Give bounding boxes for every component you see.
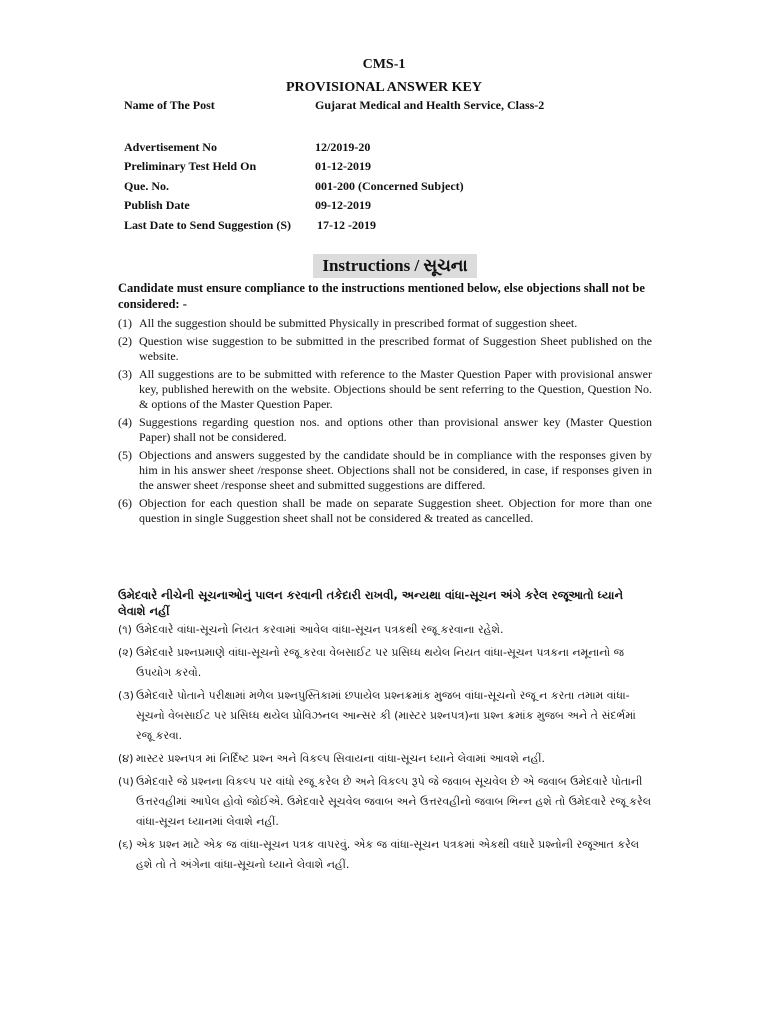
item-text: All suggestions are to be submitted with reference to the Master Question Paper with provisional answer key, published herewith on the website. Objections should be sent referring to the Question, Question No. & options of the Master Question Paper. bbox=[139, 367, 652, 411]
test-date-value: 01-12-2019 bbox=[315, 159, 371, 173]
post-value: Gujarat Medical and Health Service, Class-2 bbox=[315, 98, 545, 112]
list-item bbox=[118, 415, 652, 445]
publish-date-value: 09-12-2019 bbox=[315, 198, 371, 212]
list-item bbox=[118, 772, 654, 832]
question-no-row bbox=[124, 179, 684, 199]
test-date-label: Preliminary Test Held On bbox=[124, 159, 257, 173]
item-number: (૪) bbox=[118, 752, 134, 765]
publish-date-row bbox=[124, 198, 684, 218]
list-item bbox=[118, 686, 654, 746]
item-number: (3) bbox=[118, 367, 132, 381]
item-text: ઉમેદવારે પ્રશ્નપ્રમાણે વાંધા-સૂચનો રજૂ કરવા વેબસાઈટ પર પ્રસિધ્ધ થયેલ નિયત વાંધા-સૂચન પત્રકના નમૂનાનો જ ઉપયોગ કરવો. bbox=[136, 646, 625, 679]
document-code: CMS-1 bbox=[362, 57, 406, 72]
item-text: માસ્ટર પ્રશ્નપત્ર માં નિર્દિષ્ટ પ્રશ્ન અને વિકલ્પ સિવાયના વાંધા-સૂચન ધ્યાને લેવામાં આવશે નહીં. bbox=[136, 752, 546, 765]
post-label: Name of The Post bbox=[124, 98, 215, 112]
item-text: Question wise suggestion to be submitted in the prescribed format of Suggestion Sheet published on the website. bbox=[139, 334, 652, 363]
last-date-value: 17-12 -2019 bbox=[317, 217, 376, 232]
advertisement-row bbox=[124, 140, 684, 160]
item-number: (૨) bbox=[118, 646, 134, 659]
item-text: All the suggestion should be submitted Physically in prescribed format of suggestion sheet. bbox=[139, 316, 578, 330]
post-row bbox=[124, 98, 684, 118]
list-item bbox=[118, 496, 652, 526]
item-number: (1) bbox=[118, 316, 132, 330]
instructions-heading: Instructions / સૂચના bbox=[313, 254, 477, 278]
item-number: (૫) bbox=[118, 775, 134, 788]
advertisement-value: 12/2019-20 bbox=[315, 139, 371, 154]
list-item bbox=[118, 643, 654, 683]
advertisement-label: Advertisement No bbox=[124, 139, 217, 154]
list-item bbox=[118, 367, 652, 412]
item-number: (૩) bbox=[118, 689, 134, 702]
item-number: (૧) bbox=[118, 623, 132, 636]
item-number: (4) bbox=[118, 415, 132, 429]
question-no-label: Que. No. bbox=[124, 178, 169, 193]
list-item bbox=[118, 749, 654, 769]
list-item bbox=[118, 316, 652, 331]
item-text: ઉમેદવારે જે પ્રશ્નના વિકલ્પ પર વાંધો રજૂ કરેલ છે અને વિકલ્પ રૂપે જે જવાબ સૂચવેલ છે એ જવાબ ઉમેદવારે પોતાની ઉત્તરવહીમાં આપેલ હોવો જોઈએ. ઉમેદવારે સૂચવેલ જવાબ અને ઉત્તરવહીનો જવાબ ભિન્ન હશે તો ઉમેદવારે રજૂ કરેલ વાંધા-સૂચન ધ્યાનમાં લેવાશે નહીં. bbox=[136, 775, 652, 828]
question-no-value: 001-200 (Concerned Subject) bbox=[315, 178, 464, 193]
item-number: (5) bbox=[118, 448, 132, 462]
item-text: ઉમેદવારે વાંધા-સૂચનો નિયત કરવામાં આવેલ વાંધા-સૂચન પત્રકથી રજૂ કરવાના રહેશે. bbox=[136, 623, 504, 636]
list-item bbox=[118, 334, 652, 364]
item-number: (2) bbox=[118, 334, 132, 348]
last-date-row bbox=[124, 218, 684, 238]
post-details bbox=[124, 98, 684, 237]
item-text: ઉમેદવારે પોતાને પરીક્ષામાં મળેલ પ્રશ્નપુસ્તિકામાં છપાયેલ પ્રશ્નક્રમાંક મુજબ વાંધા-સૂચનો રજૂ ન કરતા તમામ વાંધા-સૂચનો વેબસાઈટ પર પ્રસિધ્ધ થયેલ પ્રોવિઝનલ આન્સર કી (માસ્ટર પ્રશ્નપત્ર)ના પ્રશ્ન ક્રમાંક મુજબ અને તે સંદર્ભમાં રજૂ કરવા. bbox=[136, 689, 636, 742]
document-title: PROVISIONAL ANSWER KEY bbox=[285, 80, 483, 95]
item-text: Suggestions regarding question nos. and options other than provisional answer key (Master Question Paper) shall not be considered. bbox=[139, 415, 652, 444]
gujarati-instructions-list bbox=[118, 620, 654, 878]
publish-date-label: Publish Date bbox=[124, 198, 190, 212]
list-item bbox=[118, 620, 654, 640]
item-text: Objection for each question shall be made on separate Suggestion sheet. Objection for more than one question in single Suggestion sheet shall not be considered & treated as cancelled. bbox=[139, 496, 652, 525]
english-instructions-list bbox=[118, 316, 652, 529]
item-text: Objections and answers suggested by the candidate should be in compliance with the responses given by him in his answer sheet /response sheet. Objections shall not be considered, in case, if responses given in the answer sheet /response sheet and submitted suggestions are differed. bbox=[139, 448, 652, 492]
item-text: એક પ્રશ્ન માટે એક જ વાંધા-સૂચન પત્રક વાપરવું. એક જ વાંધા-સૂચન પત્રકમાં એકથી વધારે પ્રશ્નોની રજૂઆત કરેલ હશે તો તે અંગેના વાંધા-સૂચનો ધ્યાને લેવાશે નહીં. bbox=[136, 838, 640, 871]
last-date-label: Last Date to Send Suggestion (S) bbox=[124, 217, 292, 232]
item-number: (૬) bbox=[118, 838, 133, 851]
instructions-lead: Candidate must ensure compliance to the instructions mentioned below, else objections shall not be considered: - bbox=[118, 281, 645, 311]
list-item bbox=[118, 448, 652, 493]
item-number: (6) bbox=[118, 496, 132, 510]
test-date-row bbox=[124, 159, 684, 179]
list-item bbox=[118, 835, 654, 875]
gujarati-lead: ઉમેદવારે નીચેની સૂચનાઓનું પાલન કરવાની તકેદારી રાખવી, અન્યથા વાંધા-સૂચન અંગે કરેલ રજૂઆતો ધ્યાને લેવાશે નહીં bbox=[118, 588, 624, 618]
